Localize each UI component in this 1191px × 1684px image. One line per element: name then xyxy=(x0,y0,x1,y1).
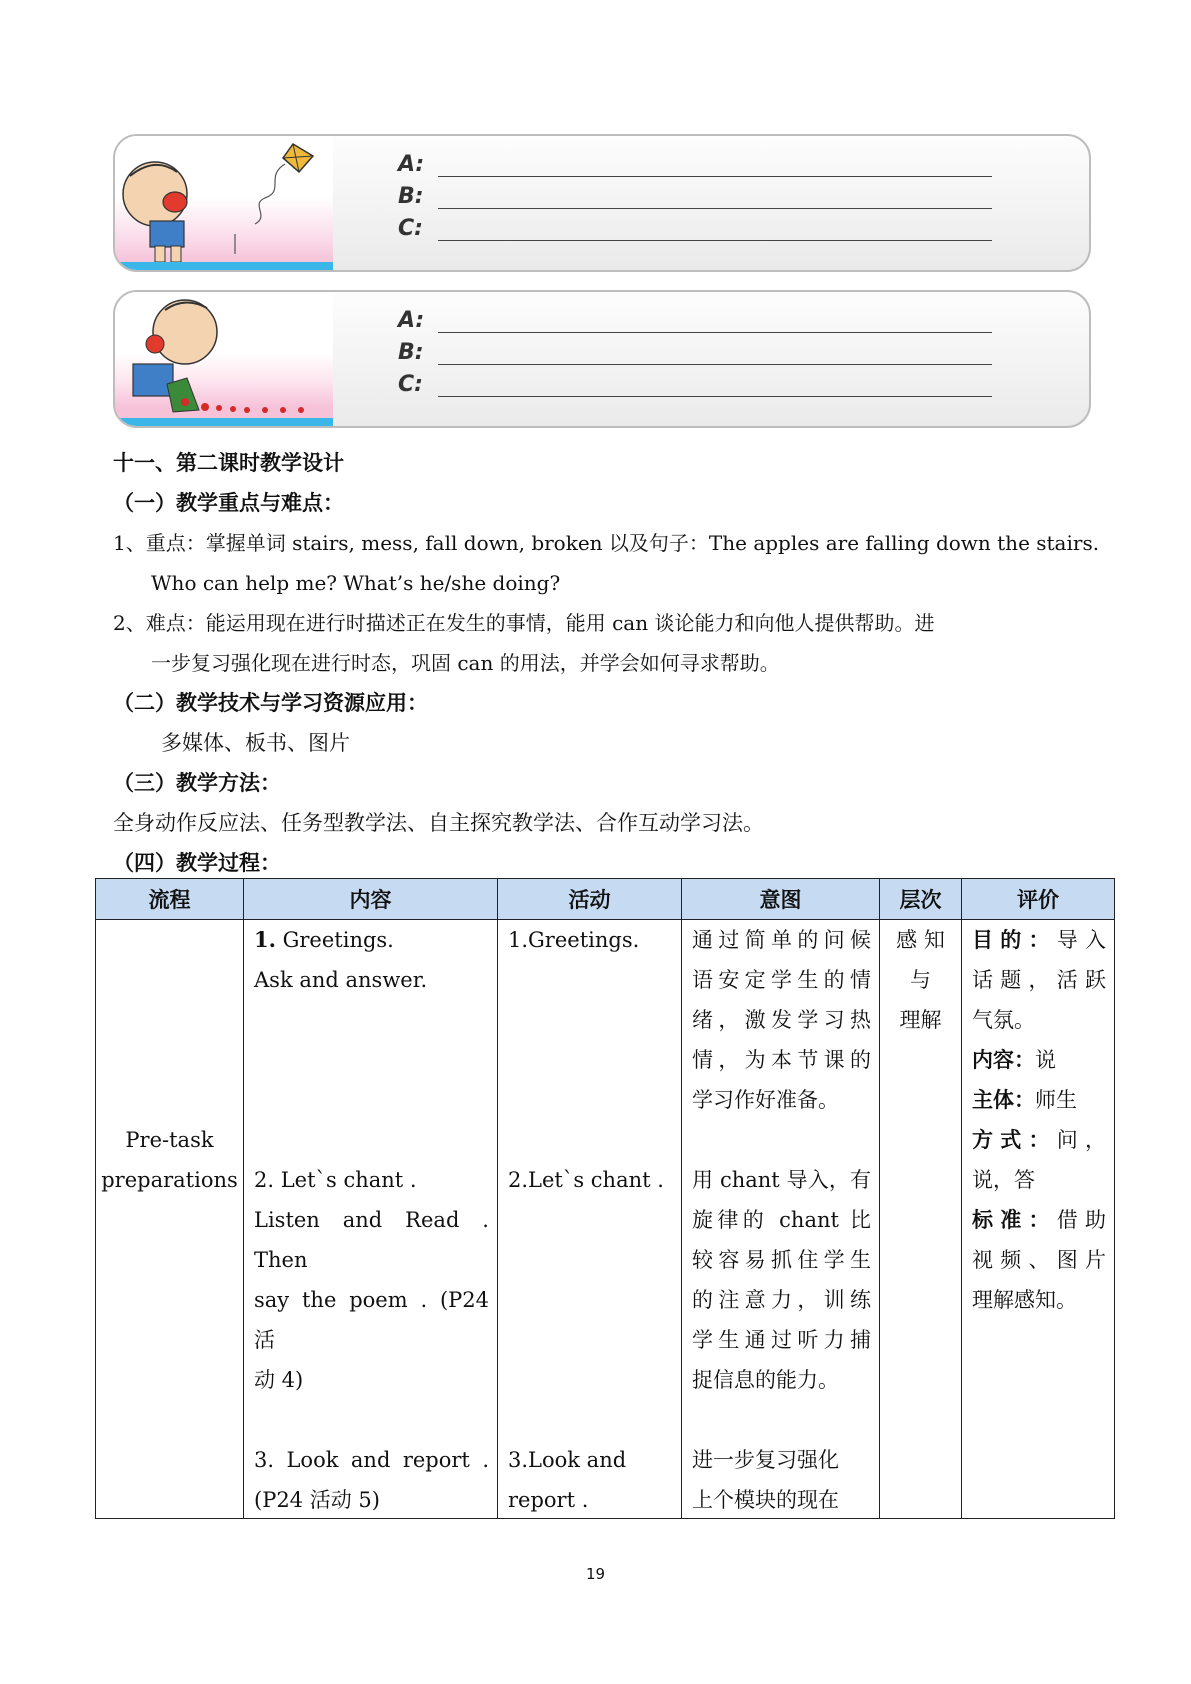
eval-standard-value: 借助 xyxy=(1056,1208,1106,1232)
evaluation-cell xyxy=(962,920,1115,1519)
intent-1-line: 情，为本节课的 xyxy=(692,1048,871,1072)
heading-process: （四）教学过程： xyxy=(113,850,281,875)
intent-cell xyxy=(682,920,880,1519)
content-item-2-line-3: 动 4) xyxy=(254,1368,304,1392)
resources-text: 多媒体、板书、图片 xyxy=(161,731,350,755)
eval-subject-value: 师生 xyxy=(1035,1088,1077,1112)
header-intent: 意图 xyxy=(682,879,880,920)
eval-way-line-2: 说，答 xyxy=(972,1168,1035,1192)
intent-2-line: 捉信息的能力。 xyxy=(692,1368,839,1392)
activity-item-3-line-1: 3.Look and xyxy=(508,1448,627,1472)
heading-key-points: （一）教学重点与难点： xyxy=(113,490,344,515)
intent-1-line: 语安定学生的情 xyxy=(692,968,871,992)
key-point-line-1: 1、重点：掌握单词 stairs, mess, fall down, broken 以及句子：The apples are falling down the stairs. xyxy=(113,531,1100,555)
header-evaluation: 评价 xyxy=(962,879,1115,920)
header-activity: 活动 xyxy=(498,879,682,920)
level-line-2: 与 xyxy=(910,968,931,992)
eval-way-key: 方式： xyxy=(972,1127,1057,1152)
boy-eating-illustration xyxy=(115,136,333,272)
answer-label-b: B: xyxy=(398,340,424,365)
eval-goal-line-3: 气氛。 xyxy=(972,1008,1035,1032)
answer-line-b xyxy=(438,364,992,365)
intent-3-line: 进一步复习强化 xyxy=(692,1448,839,1472)
difficulty-line-1: 2、难点：能运用现在进行时描述正在发生的事情，能用 can 谈论能力和向他人提供帮助。进 xyxy=(113,611,935,635)
boy-apples-illustration xyxy=(115,292,333,428)
intent-2-line: 用 chant 导入，有 xyxy=(692,1168,871,1192)
stage-line-1: Pre-task xyxy=(125,1128,214,1152)
intent-2-line: 学生通过听力捕 xyxy=(692,1328,871,1352)
intent-3-line: 上个模块的现在 xyxy=(692,1488,839,1512)
eval-standard-line-2: 视频、图片 xyxy=(972,1248,1106,1272)
answer-line-a xyxy=(438,332,992,333)
level-line-1: 感 知 xyxy=(896,928,945,952)
content-item-2-line-2: say the poem . (P24 活 xyxy=(254,1288,489,1352)
activity-item-3-line-2: report . xyxy=(508,1488,589,1512)
intent-2-line: 的注意力，训练 xyxy=(692,1288,871,1312)
teaching-process-table xyxy=(95,878,1115,1519)
eval-goal-line-2: 话题，活跃 xyxy=(972,968,1106,992)
header-level: 层次 xyxy=(880,879,962,920)
eval-subject-key: 主体： xyxy=(972,1087,1035,1112)
key-point-line-2: Who can help me? What’s he/she doing? xyxy=(151,571,561,595)
answer-label-c: C: xyxy=(398,216,423,241)
eval-way-value: 问， xyxy=(1056,1128,1106,1152)
answer-line-c xyxy=(438,396,992,397)
answer-label-a: A: xyxy=(398,308,425,333)
answer-label-b: B: xyxy=(398,184,424,209)
eval-standard-key: 标准： xyxy=(972,1207,1057,1232)
content-item-3-title: 3. Look and report . xyxy=(254,1448,489,1472)
difficulty-line-2: 一步复习强化现在进行时态，巩固 can 的用法，并学会如何寻求帮助。 xyxy=(151,651,780,675)
answer-line-c xyxy=(438,240,992,241)
heading-resources: （二）教学技术与学习资源应用： xyxy=(113,690,428,715)
intent-1-line: 绪，激发学习热 xyxy=(692,1008,871,1032)
content-item-1-title: Greetings. xyxy=(275,928,394,952)
content-item-1-text: Ask and answer. xyxy=(254,968,428,992)
eval-standard-line-3: 理解感知。 xyxy=(972,1288,1077,1312)
table-row xyxy=(96,920,1115,1519)
content-item-1-number: 1. xyxy=(254,927,276,952)
activity-item-1: 1.Greetings. xyxy=(508,928,640,952)
answer-label-c: C: xyxy=(398,372,423,397)
eval-goal-key: 目的： xyxy=(972,927,1057,952)
heading-methods: （三）教学方法： xyxy=(113,770,281,795)
intent-1-line: 学习作好准备。 xyxy=(692,1088,839,1112)
eval-goal-value: 导入 xyxy=(1056,928,1106,952)
table-header-row xyxy=(96,879,1115,920)
header-content: 内容 xyxy=(244,879,498,920)
picture-strip-1 xyxy=(113,134,1091,272)
section-title: 十一、第二课时教学设计 xyxy=(113,450,344,475)
intent-2-line: 旋律的 chant 比 xyxy=(692,1208,871,1232)
activity-item-2: 2.Let`s chant . xyxy=(508,1168,664,1192)
activity-cell xyxy=(498,920,682,1519)
content-cell xyxy=(244,920,498,1519)
content-item-2-title: 2. Let`s chant . xyxy=(254,1168,417,1192)
level-line-3: 理解 xyxy=(899,1008,942,1032)
answer-label-a: A: xyxy=(398,152,425,177)
eval-content-key: 内容： xyxy=(972,1047,1035,1072)
content-item-3-text: (P24 活动 5) xyxy=(254,1488,380,1512)
picture-strip-2 xyxy=(113,290,1091,428)
methods-text: 全身动作反应法、任务型教学法、自主探究教学法、合作互动学习法。 xyxy=(113,811,764,835)
answer-line-b xyxy=(438,208,992,209)
intent-2-line: 较容易抓住学生 xyxy=(692,1248,871,1272)
eval-content-value: 说 xyxy=(1035,1048,1056,1072)
stage-line-2: preparations xyxy=(101,1168,238,1192)
header-stage: 流程 xyxy=(96,879,244,920)
answer-line-a xyxy=(438,176,992,177)
content-item-2-line-1: Listen and Read . Then xyxy=(254,1208,489,1272)
stage-cell xyxy=(96,920,244,1519)
page-number: 19 xyxy=(585,1565,606,1583)
level-cell xyxy=(880,920,962,1519)
intent-1-line: 通过简单的问候 xyxy=(692,928,871,952)
